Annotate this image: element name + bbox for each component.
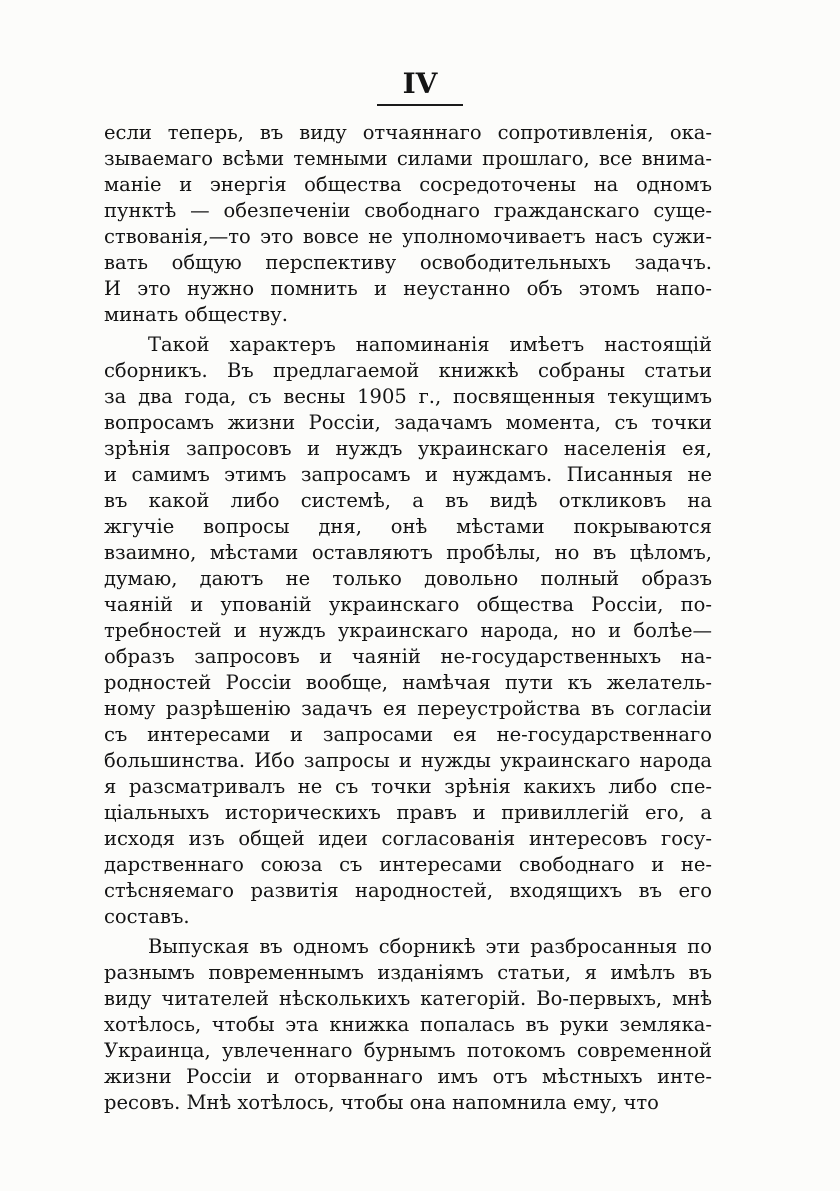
text-line: исходя изъ общей идеи согласованія интересовъ госу- bbox=[104, 827, 712, 850]
text-line: родностей Россіи вообще, намѣчая пути къ желатель- bbox=[104, 671, 712, 694]
text-line: составъ. bbox=[104, 905, 190, 928]
text-line: ціальныхъ историческихъ правъ и привиллегій его, а bbox=[104, 801, 712, 824]
text-line: взаимно, мѣстами оставляютъ пробѣлы, но въ цѣломъ, bbox=[104, 541, 712, 564]
paragraph bbox=[104, 934, 712, 1116]
text-line: требностей и нуждъ украинскаго народа, но и болѣе— bbox=[104, 619, 712, 642]
body-text bbox=[104, 120, 712, 1116]
text-line: жгучіе вопросы дня, онѣ мѣстами покрываются bbox=[104, 515, 712, 538]
text-line: я разсматривалъ не съ точки зрѣнія какихъ либо спе- bbox=[104, 775, 712, 798]
text-line: въ какой либо системѣ, а въ видѣ откликовъ на bbox=[104, 489, 712, 512]
text-line: Такой характеръ напоминанія имѣетъ настоящій bbox=[148, 333, 712, 356]
text-line: думаю, даютъ не только довольно полный образъ bbox=[104, 567, 712, 590]
text-line: за два года, съ весны 1905 г., посвященныя текущимъ bbox=[104, 385, 712, 408]
text-line: зрѣнія запросовъ и нуждъ украинскаго населенія ея, bbox=[104, 437, 712, 460]
page-header bbox=[0, 67, 840, 106]
text-line: большинства. Ибо запросы и нужды украинскаго народа bbox=[104, 749, 712, 772]
text-line: виду читателей нѣсколькихъ категорій. Во-первыхъ, мнѣ bbox=[104, 987, 712, 1010]
text-line: образъ запросовъ и чаяній не-государственныхъ на- bbox=[104, 645, 712, 668]
text-line: ствованія,—то это вовсе не уполномочиваетъ насъ сужи- bbox=[104, 225, 712, 248]
text-line: пунктѣ — обезпеченіи свободнаго гражданскаго суще- bbox=[104, 199, 712, 222]
text-line: жизни Россіи и оторваннаго имъ отъ мѣстныхъ инте- bbox=[104, 1065, 712, 1088]
text-line: если теперь, въ виду отчаяннаго сопротивленія, ока- bbox=[104, 121, 712, 144]
text-line: вопросамъ жизни Россіи, задачамъ момента, съ точки bbox=[104, 411, 712, 434]
text-line: съ интересами и запросами ея не-государственнаго bbox=[104, 723, 712, 746]
text-line: ному разрѣшенію задачъ ея переустройства въ согласіи bbox=[104, 697, 712, 720]
text-line: маніе и энергія общества сосредоточены на одномъ bbox=[104, 173, 712, 196]
text-line: и самимъ этимъ запросамъ и нуждамъ. Писанныя не bbox=[104, 463, 712, 486]
text-line: вать общую перспективу освободительныхъ задачъ. bbox=[104, 251, 712, 274]
paragraph bbox=[104, 120, 712, 328]
text-line: Выпуская въ одномъ сборникѣ эти разбросанныя по bbox=[148, 935, 712, 958]
text-line: разнымъ повременнымъ изданіямъ статьи, я имѣлъ въ bbox=[104, 961, 712, 984]
text-line: минать обществу. bbox=[104, 303, 288, 326]
text-line: хотѣлось, чтобы эта книжка попалась въ руки земляка- bbox=[104, 1013, 712, 1036]
paragraph bbox=[104, 332, 712, 930]
text-line: зываемаго всѣми темными силами прошлаго, все внима- bbox=[104, 147, 712, 170]
text-line: стѣсняемаго развитія народностей, входящихъ въ его bbox=[104, 879, 712, 902]
text-line: Украинца, увлеченнаго бурнымъ потокомъ современной bbox=[104, 1039, 712, 1062]
text-line: И это нужно помнить и неустанно объ этомъ напо- bbox=[104, 277, 712, 300]
text-line: ресовъ. Мнѣ хотѣлось, чтобы она напомнила ему, что bbox=[104, 1091, 659, 1114]
page-number: IV bbox=[377, 70, 464, 106]
text-line: сборникъ. Въ предлагаемой книжкѣ собраны статьи bbox=[104, 359, 712, 382]
text-line: чаяній и упованій украинскаго общества Россіи, по- bbox=[104, 593, 712, 616]
text-line: дарственнаго союза съ интересами свободнаго и не- bbox=[104, 853, 712, 876]
